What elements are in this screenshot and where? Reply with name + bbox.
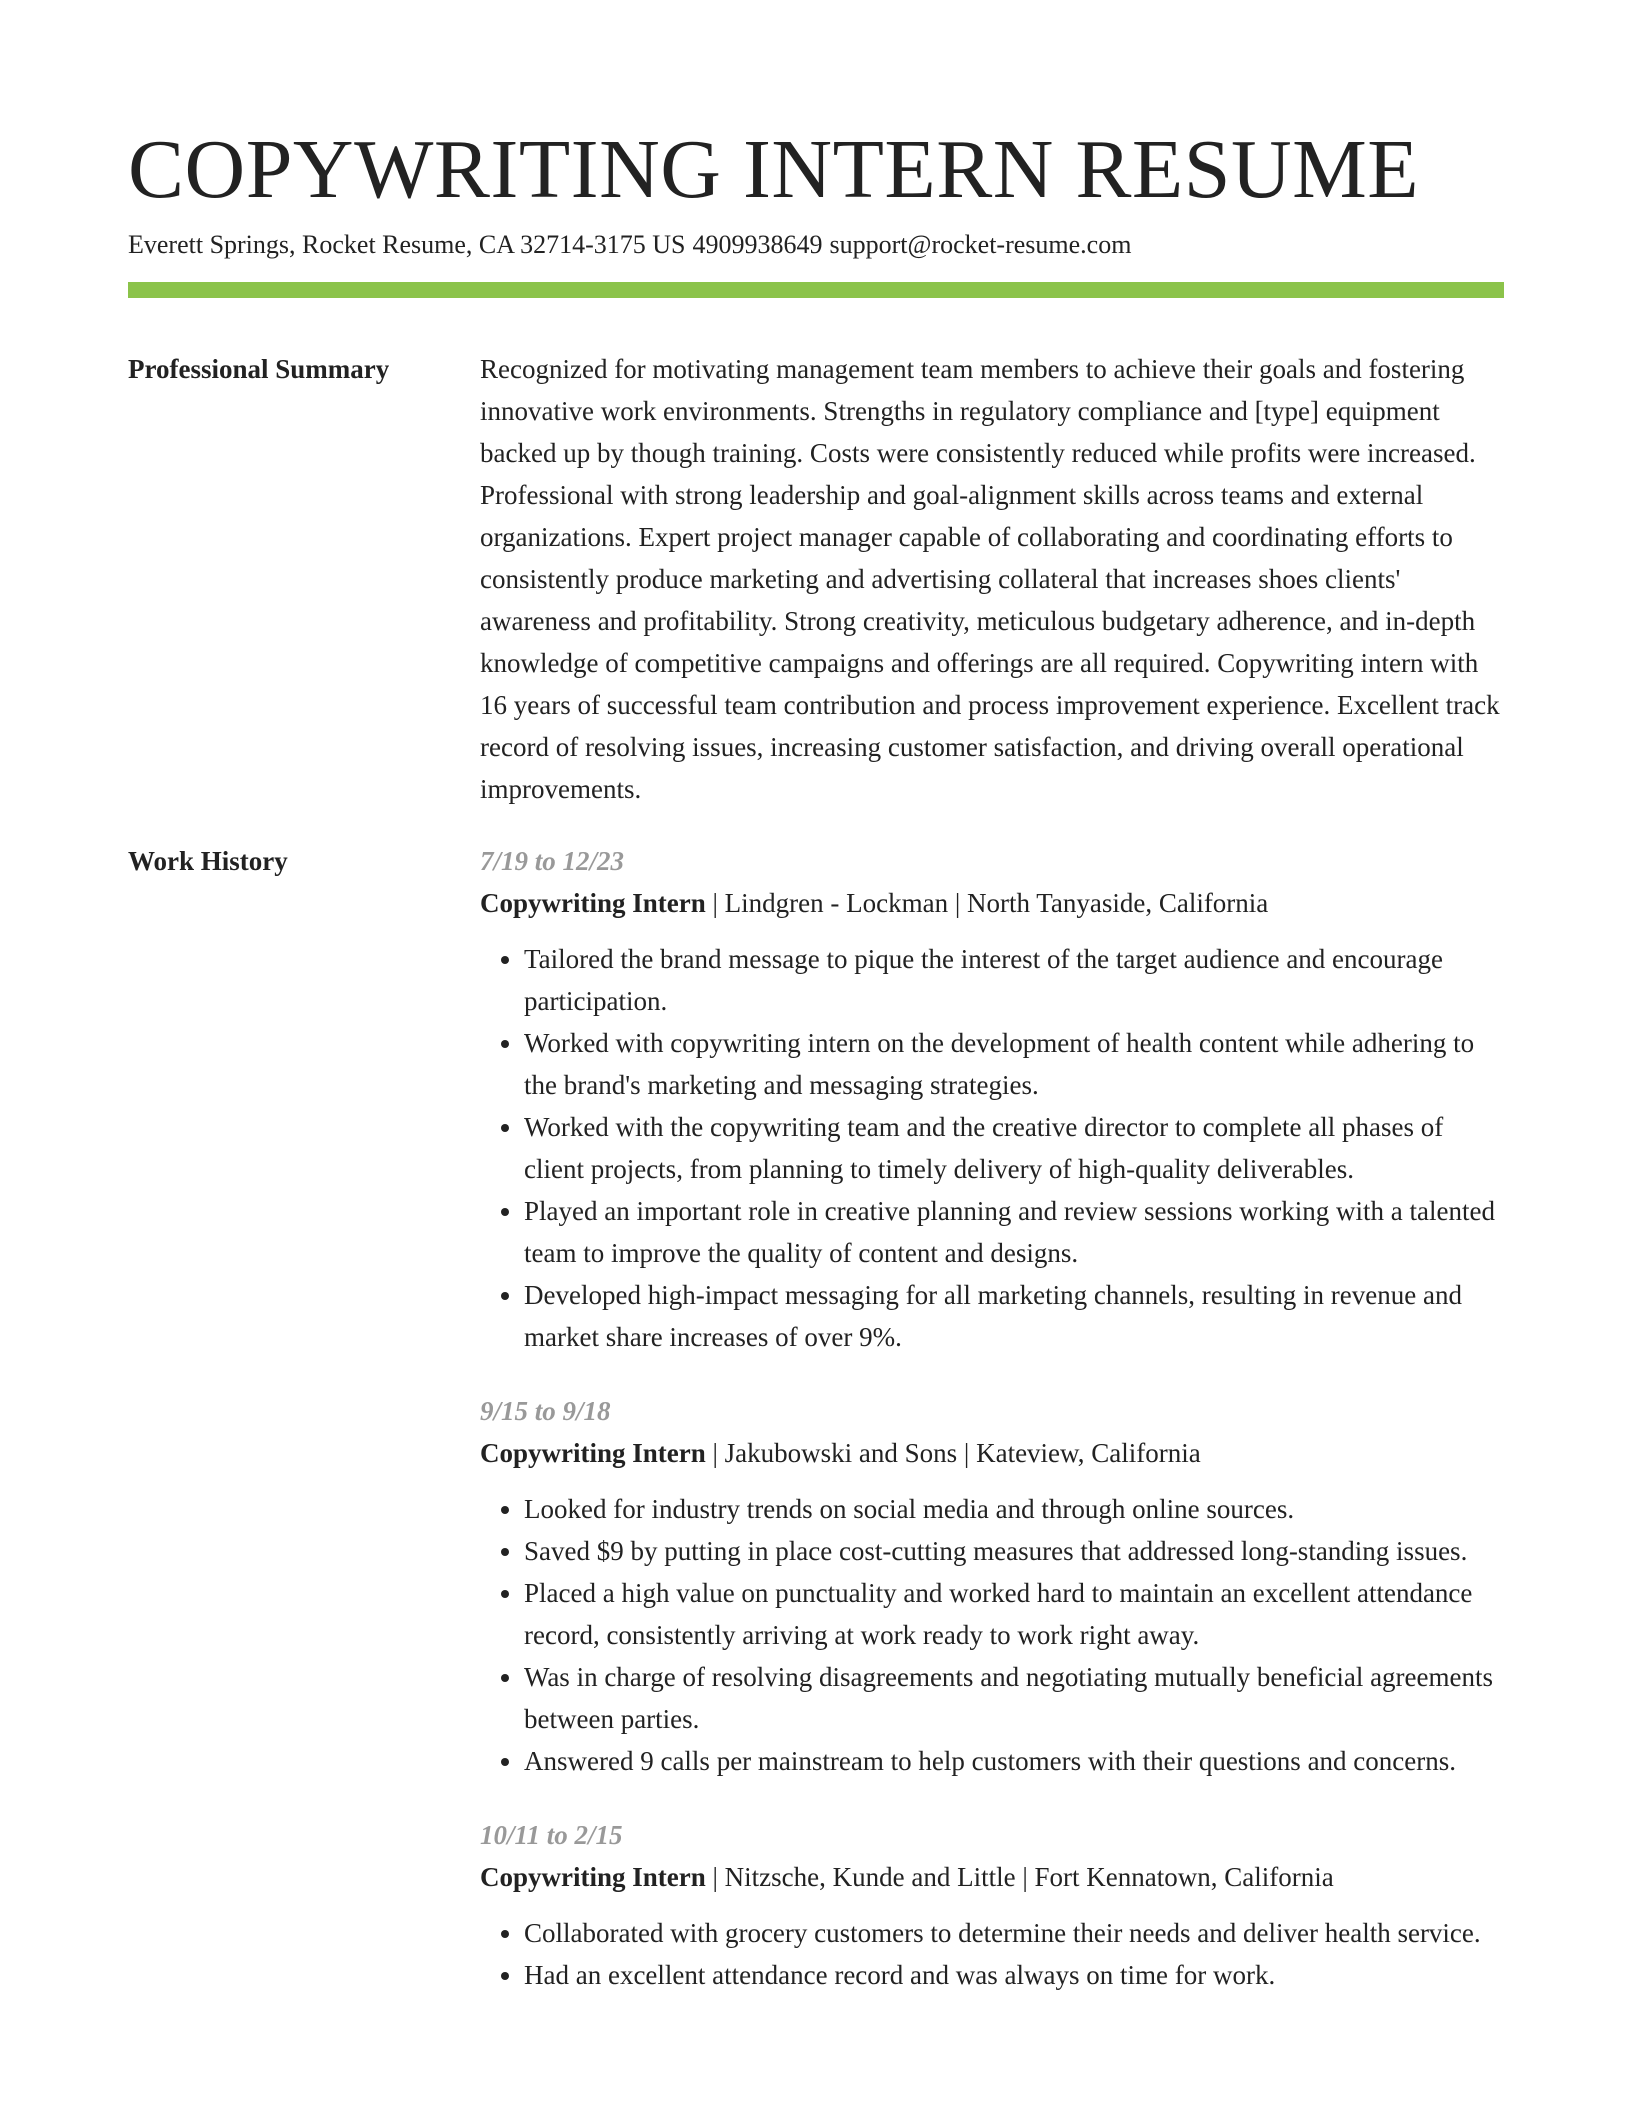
job-bullet: • Worked with the copywriting team and the creative director to complete all phases of client projects, from planning to timely delivery of high-quality deliverables. xyxy=(524,1106,1504,1190)
job-details: | Lindgren - Lockman | North Tanyaside, California xyxy=(705,888,1269,918)
section-heading: Professional Summary xyxy=(128,354,390,384)
contact-phone: 4909938649 xyxy=(692,230,823,259)
job-dates: 10/11 to 2/15 xyxy=(480,1820,623,1850)
job-title: Copywriting Intern xyxy=(480,1438,706,1468)
job-bullet: • Placed a high value on punctuality and worked hard to maintain an excellent attendance record, consistently arriving at work ready to work right away. xyxy=(524,1572,1504,1656)
job-bullet: • Played an important role in creative planning and review sessions working with a talented team to improve the quality of content and designs. xyxy=(524,1190,1504,1274)
job-details: | Nitzsche, Kunde and Little | Fort Kennatown, California xyxy=(705,1862,1334,1892)
section-body xyxy=(480,840,1504,2028)
job-header xyxy=(480,882,1504,924)
job-header xyxy=(480,1432,1504,1474)
job-header xyxy=(480,1856,1504,1898)
summary-text: Recognized for motivating management team members to achieve their goals and fostering innovative work environments. Strengths in regulatory compliance and [type] equipment backed up by though training. Costs were consistently reduced while profits were increased. Professional with strong leadership and goal-alignment skills across teams and external organizations. Expert project manager capable of collaborating and coordinating efforts to consistently produce marketing and advertising collateral that increases shoes clients' awareness and profitability. Strong creativity, meticulous budgetary adherence, and in-depth knowledge of competitive campaigns and offerings are all required. Copywriting intern with 16 years of successful team contribution and process improvement experience. Excellent track record of resolving issues, increasing customer satisfaction, and driving overall operational improvements. xyxy=(480,354,1500,804)
job-entry xyxy=(480,1814,1504,1996)
contact-line xyxy=(128,228,1504,262)
section-heading: Work History xyxy=(128,846,288,876)
resume-page xyxy=(128,122,1504,2028)
contact-address: Everett Springs, Rocket Resume, CA 32714-3175 US xyxy=(128,230,686,259)
work-history-section xyxy=(128,840,1504,2028)
contact-email: support@rocket-resume.com xyxy=(829,230,1132,259)
job-entry xyxy=(480,1390,1504,1782)
job-bullet: • Saved $9 by putting in place cost-cutting measures that addressed long-standing issues. xyxy=(524,1530,1504,1572)
job-bullets xyxy=(480,1488,1504,1782)
job-bullet: • Had an excellent attendance record and was always on time for work. xyxy=(524,1954,1504,1996)
job-bullet: • Was in charge of resolving disagreements and negotiating mutually beneficial agreements between parties. xyxy=(524,1656,1504,1740)
job-dates: 7/19 to 12/23 xyxy=(480,846,625,876)
job-bullet: • Developed high-impact messaging for all marketing channels, resulting in revenue and market share increases of over 9%. xyxy=(524,1274,1504,1358)
job-dates: 9/15 to 9/18 xyxy=(480,1396,611,1426)
resume-title: COPYWRITING INTERN RESUME xyxy=(128,123,1420,216)
job-bullets xyxy=(480,1912,1504,1996)
job-bullets xyxy=(480,938,1504,1358)
section-body xyxy=(480,348,1504,810)
header-divider xyxy=(128,282,1504,298)
job-entry xyxy=(480,840,1504,1358)
job-bullet: • Worked with copywriting intern on the development of health content while adhering to the brand's marketing and messaging strategies. xyxy=(524,1022,1504,1106)
job-bullet: • Tailored the brand message to pique the interest of the target audience and encourage participation. xyxy=(524,938,1504,1022)
job-bullet: • Looked for industry trends on social media and through online sources. xyxy=(524,1488,1504,1530)
job-bullet: • Collaborated with grocery customers to determine their needs and deliver health service. xyxy=(524,1912,1504,1954)
job-title: Copywriting Intern xyxy=(480,888,706,918)
job-bullet: • Answered 9 calls per mainstream to help customers with their questions and concerns. xyxy=(524,1740,1504,1782)
professional-summary-section xyxy=(128,348,1504,810)
job-details: | Jakubowski and Sons | Kateview, California xyxy=(705,1438,1201,1468)
job-title: Copywriting Intern xyxy=(480,1862,706,1892)
